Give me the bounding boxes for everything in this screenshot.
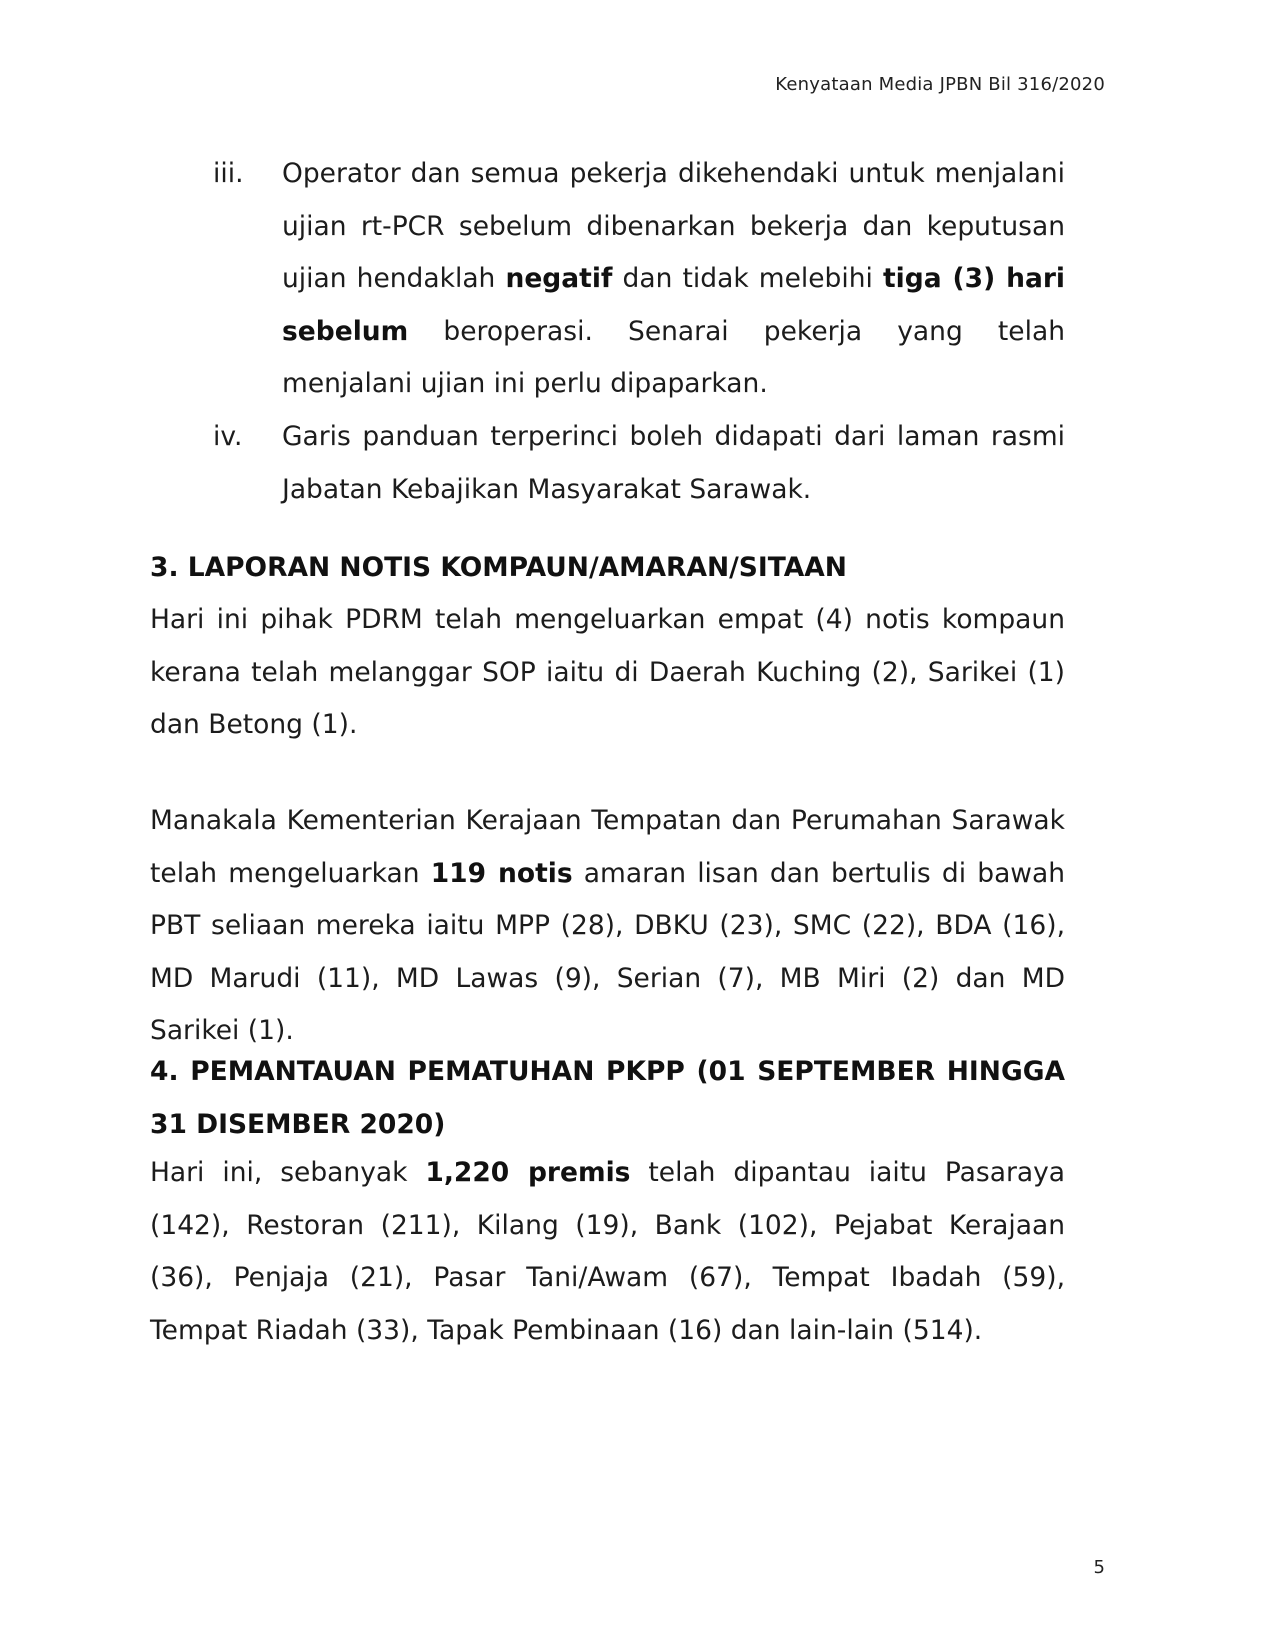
section-3-paragraph-2 bbox=[150, 795, 1065, 1058]
section-4-paragraph bbox=[150, 1147, 1065, 1357]
page-number: 5 bbox=[1093, 1557, 1105, 1578]
list-item-text: Garis panduan terperinci boleh didapati dari laman rasmi Jabatan Kebajikan Masyarakat Sarawak. bbox=[282, 420, 1065, 505]
text-run: beroperasi. Senarai pekerja yang telah menjalani ujian ini perlu dipaparkan. bbox=[282, 315, 1065, 400]
document-header: Kenyataan Media JPBN Bil 316/2020 bbox=[775, 74, 1105, 95]
bold-text: tiga (3) hari sebelum bbox=[282, 263, 1065, 347]
bold-text: 119 notis bbox=[430, 857, 573, 889]
list-item bbox=[150, 148, 1065, 411]
list-item-text bbox=[282, 158, 1065, 399]
text-run: Operator dan semua pekerja dikehendaki untuk menjalani ujian rt-PCR sebelum dibenarkan bekerja dan keputusan ujian hendaklah bbox=[282, 158, 1065, 295]
bold-text: negatif bbox=[505, 263, 613, 295]
text-run: Hari ini, sebanyak bbox=[150, 1157, 426, 1188]
section-3-heading: 3. LAPORAN NOTIS KOMPAUN/AMARAN/SITAAN bbox=[150, 552, 847, 583]
text-run: amaran lisan dan bertulis di bawah PBT seliaan mereka iaitu MPP (28), DBKU (23), SMC (22), BDA (16), MD Marudi (11), MD Lawas (9), Serian (7), MB Miri (2) dan MD Sarikei (1). bbox=[150, 857, 1066, 1047]
list-marker: iv. bbox=[213, 420, 243, 452]
text-run: telah dipantau iaitu Pasaraya (142), Restoran (211), Kilang (19), Bank (102), Pejabat Kerajaan (36), Penjaja (21), Pasar Tani/Awam (67), Tempat Ibadah (59), Tempat Riadah (33), Tapak Pembinaan (16) dan lain-lain (514). bbox=[150, 1157, 1066, 1346]
text-run: dan tidak melebihi bbox=[612, 263, 884, 295]
section-4-heading: 4. PEMANTAUAN PEMATUHAN PKPP (01 SEPTEMBER HINGGA 31 DISEMBER 2020) bbox=[150, 1056, 1065, 1140]
requirements-list bbox=[150, 148, 1065, 516]
section-3-paragraph-1: Hari ini pihak PDRM telah mengeluarkan empat (4) notis kompaun kerana telah melanggar SOP iaitu di Daerah Kuching (2), Sarikei (1) dan Betong (1). bbox=[150, 604, 1065, 741]
text-run: Manakala Kementerian Kerajaan Tempatan dan Perumahan Sarawak telah mengeluarkan bbox=[150, 805, 1065, 889]
bold-text: 1,220 premis bbox=[425, 1157, 631, 1188]
list-marker: iii. bbox=[213, 158, 244, 189]
list-item bbox=[150, 411, 1065, 516]
